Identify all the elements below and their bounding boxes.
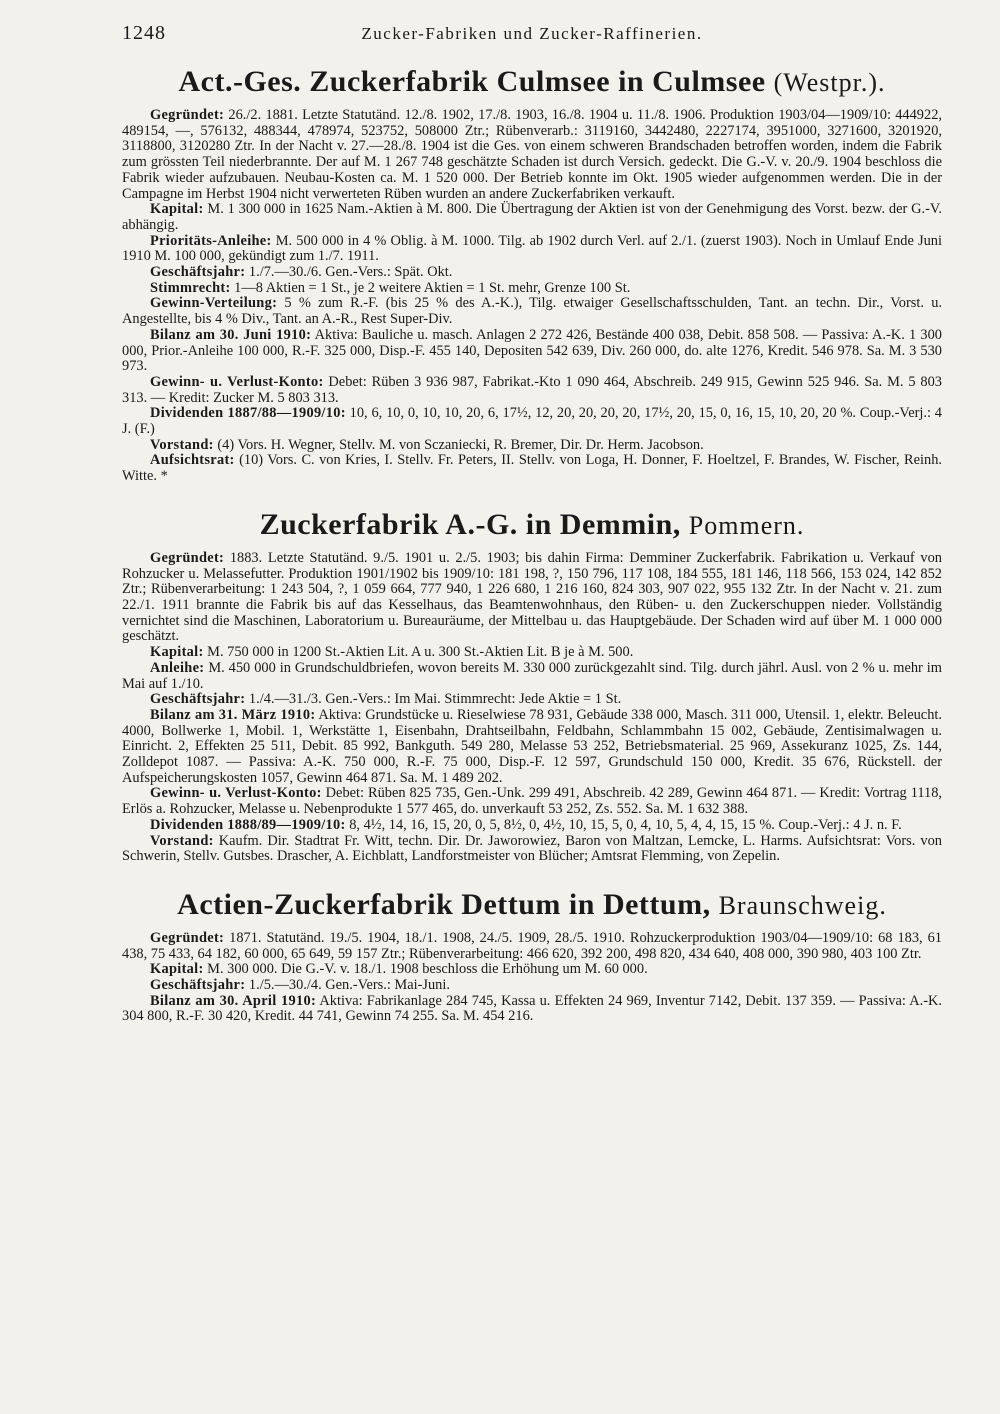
entry-title xyxy=(122,507,942,544)
entry-paragraph xyxy=(122,786,942,817)
running-header xyxy=(122,22,942,46)
entry-separator xyxy=(122,485,942,507)
entry-title xyxy=(122,64,942,101)
paragraph-label: Gewinn-Verteilung: xyxy=(150,295,278,312)
paragraph-text: Kaufm. Dir. Stadtrat Fr. Witt, techn. Dir. Dr. Jaworowiez, Baron von Maltzan, Lemcke, L. Harms. Aufsichtsrat: Vors. von Schwerin, Stellv. Gutsbes. Drascher, A. Eichblatt, Landforstmeister von Blücher; Amtsrat Flemming, von Zepelin. xyxy=(122,832,942,865)
paragraph-label: Anleihe: xyxy=(150,659,205,676)
paragraph-label: Stimmrecht: xyxy=(150,279,231,296)
paragraph-label: Gegründet: xyxy=(150,107,225,123)
paragraph-text: Aktiva: Bauliche u. masch. Anlagen 2 272 426, Bestände 400 038, Debit. 858 508. — Passiva: A.-K. 1 300 000, Prior.-Anleihe 100 000, R.-F. 325 000, Disp.-F. 455 140, Depositen 542 639, Div. 260 000, do. alte 1276, Kredit. 546 978. Sa. M. 3 530 973. xyxy=(122,326,942,375)
paragraph-label: Bilanz am 30. April 1910: xyxy=(150,992,317,1009)
entry-paragraph xyxy=(122,818,942,834)
entry-title-main: Actien-Zuckerfabrik Dettum in Dettum, xyxy=(177,887,711,921)
page-number: 1248 xyxy=(122,22,166,44)
paragraph-text: M. 1 300 000 in 1625 Nam.-Aktien à M. 800. Die Übertragung der Aktien ist von der Genehmigung des Vorst. bezw. der G.-V. abhängig. xyxy=(122,201,942,233)
entry-title-main: Act.-Ges. Zuckerfabrik Culmsee in Culmsee xyxy=(178,65,766,98)
entry-paragraph xyxy=(122,661,942,692)
paragraph-label: Vorstand: xyxy=(150,436,214,453)
entry-paragraph xyxy=(122,202,942,233)
paragraph-text: 1./4.—31./3. Gen.-Vers.: Im Mai. Stimmrecht: Jede Aktie = 1 St. xyxy=(245,691,622,708)
entry-paragraph xyxy=(122,978,942,994)
entry-paragraph xyxy=(122,551,942,645)
company-entry-culmsee xyxy=(122,64,942,485)
entry-title xyxy=(122,887,942,924)
paragraph-label: Aufsichtsrat: xyxy=(150,452,235,469)
entry-paragraph xyxy=(122,834,942,865)
paragraph-label: Gegründet: xyxy=(150,549,225,566)
paragraph-label: Geschäftsjahr: xyxy=(150,691,246,708)
paragraph-label: Vorstand: xyxy=(150,832,214,849)
paragraph-label: Kapital: xyxy=(150,644,204,661)
entry-title-main: Zuckerfabrik A.-G. in Demmin, xyxy=(259,507,681,541)
paragraph-text: (4) Vors. H. Wegner, Stellv. M. von Sczaniecki, R. Bremer, Dir. Dr. Herm. Jacobson. xyxy=(213,436,704,453)
paragraph-label: Prioritäts-Anleihe: xyxy=(150,232,272,249)
paragraph-label: Gegründet: xyxy=(150,929,225,946)
paragraph-label: Gewinn- u. Verlust-Konto: xyxy=(150,785,322,802)
paragraph-text: M. 300 000. Die G.-V. v. 18./1. 1908 beschloss die Erhöhung um M. 60 000. xyxy=(203,961,648,978)
entry-separator xyxy=(122,865,942,887)
entry-paragraph xyxy=(122,994,942,1025)
paragraph-text: 1./5.—30./4. Gen.-Vers.: Mai-Juni. xyxy=(245,977,450,994)
paragraph-label: Geschäftsjahr: xyxy=(150,977,246,994)
entry-paragraph xyxy=(122,328,942,375)
paragraph-text: Debet: Rüben 3 936 987, Fabrikat.-Kto 1 090 464, Abschreib. 249 915, Gewinn 525 946. Sa. M. 5 803 313. — Kredit: Zucker M. 5 803 313. xyxy=(122,373,942,406)
paragraph-label: Dividenden 1887/88—1909/10: xyxy=(150,405,346,422)
entry-title-region: Braunschweig. xyxy=(718,890,887,920)
paragraph-text: 1./7.—30./6. Gen.-Vers.: Spät. Okt. xyxy=(245,264,453,281)
paragraph-text: Aktiva: Grundstücke u. Rieselwiese 78 931, Gebäude 338 000, Masch. 311 000, Utensil. 1, elektr. Beleucht. 4000, Bollwerke 1, Mobil. 1, Werkstätte 1, Eisenbahn, Drahtseilbahn, Feldbahn, Schlammbahn 15 002, Gebäude, Zentisimalwagen u. Einricht. 2, Effekten 25 511, Debit. 85 992, Bankguth. 549 280, Melasse 53 252, Betriebsmaterial. 25 969, Assekuranz 1025, Zs. 144, Zolldepot 1087. — Passiva: A.-K. 750 000, R.-F. 75 000, Disp.-F. 12 597, Grundschuld 150 000, Kredit. 35 676, Rückstell. der Aufspeicherungskosten 1057, Gewinn 464 871. Sa. M. 1 489 202. xyxy=(122,706,942,786)
paragraph-text: 26./2. 1881. Letzte Statutänd. 12./8. 1902, 17./8. 1903, 16./8. 1904 u. 11./8. 1906. Produktion 1903/04—1909/10: 444922, 489154, —, 576132, 488344, 478974, 523752, 508000 Ztr.; Rübenverarb.: 3119160, 3442480, 2227174, 3951000, 3271600, 3201920, 3118800, 3120280 Ztr. In der Nacht v. 27.—28./8. 1904 ist die Ges. von einem schweren Brandschaden betroffen worden, indem die Fabrik zum grössten Teil niederbrannte. Der auf M. 1 267 748 geschätzte Schaden ist durch Versich. gedeckt. Die G.-V. v. 20./9. 1904 beschloss die Fabrik wieder aufzubauen. Neubau-Kosten ca. M. 1 520 000. Der Betrieb konnte im Okt. 1905 wieder aufgenommen werden. Die in der Campagne im Herbst 1904 nicht verwerteten Rüben wurden an andere Zuckerfabriken verkauft. xyxy=(122,107,942,202)
paragraph-text: Aktiva: Fabrikanlage 284 745, Kassa u. Effekten 24 969, Inventur 7142, Debit. 137 359. — Passiva: A.-K. 304 800, R.-F. 30 420, Kredit. 44 741, Gewinn 74 255. Sa. M. 454 216. xyxy=(122,992,942,1025)
company-entry-demmin xyxy=(122,507,942,865)
entry-paragraph xyxy=(122,453,942,484)
paragraph-label: Kapital: xyxy=(150,201,204,218)
running-title: Zucker-Fabriken und Zucker-Raffinerien. xyxy=(361,24,703,43)
paragraph-label: Bilanz am 31. März 1910: xyxy=(150,706,316,723)
entry-paragraph xyxy=(122,296,942,327)
paragraph-text: (10) Vors. C. von Kries, I. Stellv. Fr. Peters, II. Stellv. von Loga, H. Donner, F. Hoeltzel, F. Brandes, W. Fischer, Reinh. Witte. * xyxy=(122,452,942,485)
entry-paragraph xyxy=(122,931,942,962)
entry-paragraph xyxy=(122,265,942,281)
paragraph-text: M. 500 000 in 4 % Oblig. à M. 1000. Tilg. ab 1902 durch Verl. auf 2./1. (zuerst 1903). Noch in Umlauf Ende Juni 1910 M. 100 000, gekündigt zum 1./7. 1911. xyxy=(122,232,942,265)
paragraph-label: Dividenden 1888/89—1909/10: xyxy=(150,816,346,833)
entry-paragraph xyxy=(122,281,942,297)
entry-paragraph xyxy=(122,406,942,437)
paragraph-text: 5 % zum R.-F. (bis 25 % des A.-K.), Tilg. etwaiger Gesellschaftsschulden, Tant. an techn. Dir., Vorst. u. Angestellte, bis 4 % Div., Tant. an A.-R., Rest Super-Div. xyxy=(122,295,942,328)
paragraph-label: Geschäftsjahr: xyxy=(150,264,246,281)
entry-paragraph xyxy=(122,708,942,787)
paragraph-text: 1—8 Aktien = 1 St., je 2 weitere Aktien = 1 St. mehr, Grenze 100 St. xyxy=(230,279,631,296)
paragraph-text: 1883. Letzte Statutänd. 9./5. 1901 u. 2./5. 1903; bis dahin Firma: Demminer Zuckerfabrik. Fabrikation u. Verkauf von Rohzucker u. Melassefutter. Produktion 1901/1902 bis 1909/10: 181 198, ?, 150 796, 117 108, 184 555, 181 146, 118 566, 153 024, 142 852 Ztr.; Rübenverarbeitung: 1 243 504, ?, 1 059 664, 777 940, 1 226 680, 1 216 160, 824 303, 907 022, 955 132 Ztr. In der Nacht v. 21. zum 22./1. 1911 brannte die Fabrik bis auf das Kesselhaus, das Beamtenwohnhaus, den Rüben- u. den Zuckerschuppen nieder. Vollständig vernichtet sind die Maschinen, Laboratorium u. Bureauräume, der Mittelbau u. das Hauptgebäude. Der Schaden wird auf über M. 1 000 000 geschätzt. xyxy=(122,549,942,645)
entry-paragraph xyxy=(122,692,942,708)
entry-paragraph xyxy=(122,645,942,661)
entry-paragraph xyxy=(122,438,942,454)
entry-paragraph xyxy=(122,234,942,265)
paragraph-label: Gewinn- u. Verlust-Konto: xyxy=(150,373,324,390)
paragraph-text: 8, 4½, 14, 16, 15, 20, 0, 5, 8½, 0, 4½, 10, 15, 5, 0, 4, 10, 5, 4, 4, 15, 15 %. Coup.-Verj.: 4 J. n. F. xyxy=(345,816,902,833)
entry-paragraph xyxy=(122,375,942,406)
paragraph-label: Kapital: xyxy=(150,961,204,978)
entry-title-region: Pommern. xyxy=(688,510,805,540)
paragraph-text: Debet: Rüben 825 735, Gen.-Unk. 299 491, Abschreib. 42 289, Gewinn 464 871. — Kredit: Vortrag 1118, Erlös a. Rohzucker, Melasse u. Nebenprodukte 1 577 465, do. unverkauft 53 252, Zs. 552. Sa. M. 1 632 388. xyxy=(122,785,942,818)
paragraph-text: M. 450 000 in Grundschuldbriefen, wovon bereits M. 330 000 zurückgezahlt sind. Tilg. durch jährl. Ausl. von 2 % u. mehr im Mai auf 1./10. xyxy=(122,659,942,692)
paragraph-text: M. 750 000 in 1200 St.-Aktien Lit. A u. 300 St.-Aktien Lit. B je à M. 500. xyxy=(203,644,634,661)
entry-paragraph xyxy=(122,962,942,978)
paragraph-label: Bilanz am 30. Juni 1910: xyxy=(150,326,312,343)
entry-paragraph xyxy=(122,108,942,202)
paragraph-text: 1871. Statutänd. 19./5. 1904, 18./1. 1908, 24./5. 1909, 28./5. 1910. Rohzuckerproduktion 1903/04—1909/10: 68 183, 61 438, 75 433, 64 182, 60 000, 65 649, 59 157 Ztr.; Rübenverarbeitung: 466 620, 392 200, 498 820, 434 640, 408 000, 390 980, 403 100 Ztr. xyxy=(122,929,942,962)
entry-title-region: (Westpr.). xyxy=(773,68,886,97)
page-content xyxy=(122,64,942,1025)
paragraph-text: 10, 6, 10, 0, 10, 10, 20, 6, 17½, 12, 20, 20, 20, 20, 17½, 20, 15, 0, 16, 15, 10, 20, 20 %. Coup.-Verj.: 4 J. (F.) xyxy=(122,405,943,438)
company-entry-dettum xyxy=(122,887,942,1025)
